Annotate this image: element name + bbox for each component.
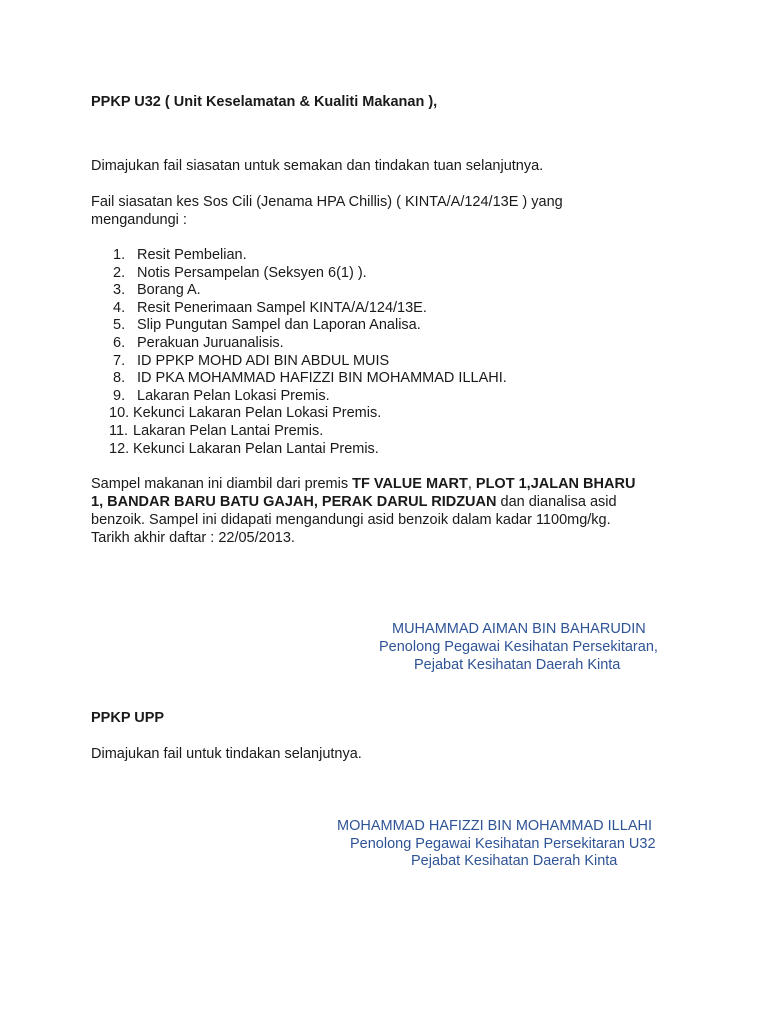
list-item-number: 9.: [113, 387, 126, 404]
list-item-text: ID PKA MOHAMMAD HAFIZZI BIN MOHAMMAD ILLAHI.: [137, 370, 507, 387]
signature1-office: Pejabat Kesihatan Daerah Kinta: [414, 657, 621, 673]
list-item-number: 2.: [113, 264, 126, 281]
contents-list: [109, 247, 507, 458]
list-item-text: Kekunci Lakaran Pelan Lokasi Premis.: [133, 405, 382, 422]
list-item-number: 11.: [109, 422, 129, 439]
list-item: [113, 265, 507, 283]
sample-paragraph-line-2: [91, 493, 617, 511]
list-item-text: Resit Penerimaan Sampel KINTA/A/124/13E.: [137, 299, 427, 316]
premise-address: PLOT 1,JALAN BHARU: [475, 476, 636, 492]
list-item: [113, 353, 507, 371]
signature1-title: Penolong Pegawai Kesihatan Persekitaran,: [379, 639, 658, 655]
list-item: [113, 300, 507, 318]
signature2-title: Penolong Pegawai Kesihatan Persekitaran U32: [350, 836, 656, 852]
premise-address: 1, BANDAR BARU BATU GAJAH, PERAK DARUL RIDZUAN: [91, 494, 497, 510]
list-item: [113, 247, 507, 265]
list-item-text: Lakaran Pelan Lokasi Premis.: [137, 387, 330, 404]
list-item-number: 8.: [113, 370, 126, 387]
list-item: [113, 282, 507, 300]
sample-text: dan dianalisa asid: [496, 494, 617, 510]
upp-paragraph: Dimajukan fail untuk tindakan selanjutnya.: [91, 746, 362, 762]
signature1-name: MUHAMMAD AIMAN BIN BAHARUDIN: [392, 621, 646, 637]
list-item: [113, 335, 507, 353]
list-item-number: 12.: [109, 440, 130, 457]
list-item-number: 10.: [109, 405, 130, 422]
list-item-text: Notis Persampelan (Seksyen 6(1) ).: [137, 264, 367, 281]
list-item-text: Borang A.: [137, 282, 201, 299]
list-item-text: Lakaran Pelan Lantai Premis.: [133, 422, 324, 439]
heading-u32: PPKP U32 ( Unit Keselamatan & Kualiti Makanan ),: [91, 94, 438, 110]
list-item: [113, 370, 507, 388]
list-item-number: 5.: [113, 317, 126, 334]
list-item: [109, 440, 507, 459]
signature2-name: MOHAMMAD HAFIZZI BIN MOHAMMAD ILLAHI: [337, 818, 652, 834]
list-item-text: Slip Pungutan Sampel dan Laporan Analisa.: [137, 317, 421, 334]
list-item: [113, 388, 507, 406]
list-item-text: Resit Pembelian.: [137, 247, 247, 263]
list-item: [113, 317, 507, 335]
intro-paragraph: Dimajukan fail siasatan untuk semakan dan tindakan tuan selanjutnya.: [91, 158, 544, 174]
sample-paragraph-line-3: benzoik. Sampel ini didapati mengandungi asid benzoik dalam kadar 1100mg/kg.: [91, 512, 611, 528]
deadline-line: Tarikh akhir daftar : 22/05/2013.: [91, 530, 295, 546]
list-item-number: 6.: [113, 334, 126, 351]
heading-upp: PPKP UPP: [91, 710, 165, 726]
list-item-number: 1.: [113, 247, 126, 263]
list-item-number: 3.: [113, 282, 126, 299]
file-description-line-1: Fail siasatan kes Sos Cili (Jenama HPA Chillis) ( KINTA/A/124/13E ) yang: [91, 194, 563, 210]
list-item-number: 4.: [113, 299, 126, 316]
list-item-text: Perakuan Juruanalisis.: [137, 334, 284, 351]
file-description-line-2: mengandungi :: [91, 212, 187, 228]
signature2-office: Pejabat Kesihatan Daerah Kinta: [411, 853, 618, 869]
premise-name: TF VALUE MART: [352, 476, 468, 492]
sample-paragraph-line-1: [91, 475, 635, 493]
sample-text: Sampel makanan ini diambil dari premis: [91, 476, 353, 492]
list-item-number: 7.: [113, 352, 126, 369]
list-item: [109, 405, 507, 423]
list-item-text: ID PPKP MOHD ADI BIN ABDUL MUIS: [137, 352, 390, 369]
list-item: [109, 422, 507, 441]
sample-text: ,: [467, 476, 476, 492]
list-item-text: Kekunci Lakaran Pelan Lantai Premis.: [133, 440, 379, 457]
